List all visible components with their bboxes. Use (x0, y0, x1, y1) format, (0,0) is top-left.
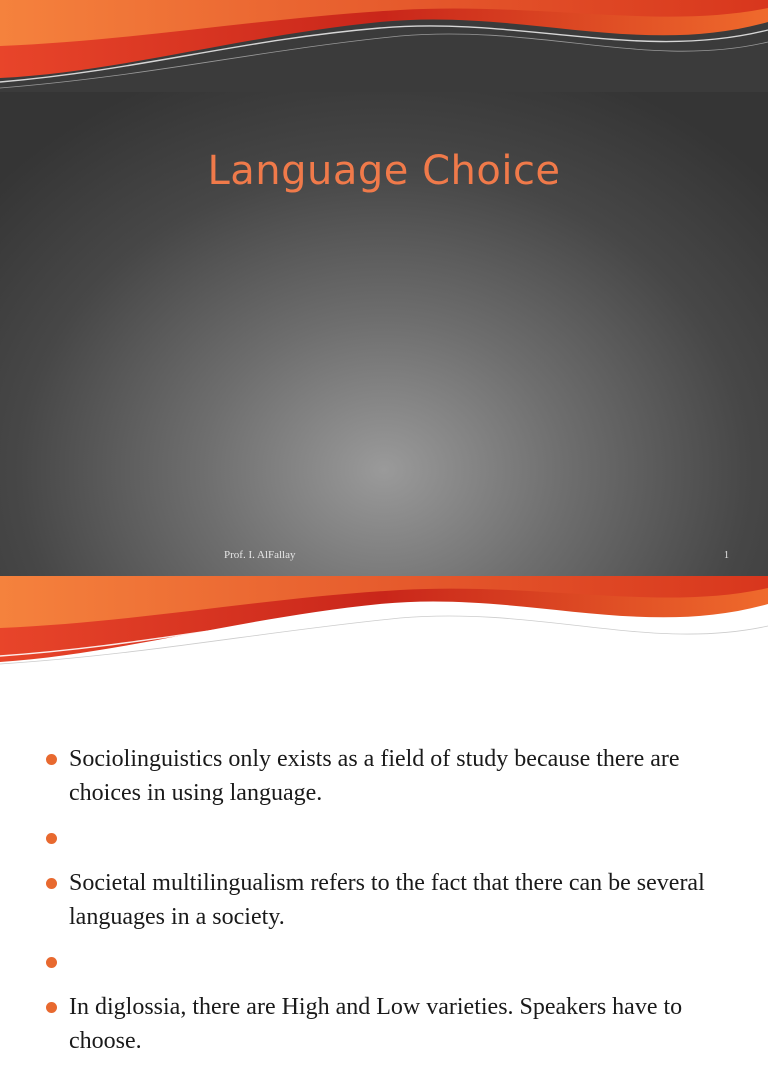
decorative-wave-header (0, 576, 768, 666)
bullet-dot-icon (46, 1002, 57, 1013)
content-slide (0, 576, 768, 1054)
slide-title: Language Choice (207, 148, 561, 194)
bullet-dot-icon (46, 957, 57, 968)
footer-author: Prof. I. AlFallay (224, 549, 296, 561)
bullet-text: Societal multilingualism refers to the fact that there can be several languages in a society. (69, 870, 705, 930)
decorative-wave-header (0, 0, 768, 92)
bullet-dot-icon (46, 833, 57, 844)
list-item (46, 821, 746, 855)
bullet-dot-icon (46, 754, 57, 765)
bullet-list (46, 742, 746, 1069)
list-item (46, 742, 746, 810)
bullet-text: In diglossia, there are High and Low varieties. Speakers have to choose. (69, 994, 683, 1054)
list-item (46, 990, 746, 1058)
list-item (46, 866, 746, 934)
slide-number: 1 (724, 550, 729, 561)
bullet-dot-icon (46, 878, 57, 889)
bullet-text: Sociolinguistics only exists as a field of study because there are choices in using language. (69, 746, 680, 806)
list-item (46, 945, 746, 979)
